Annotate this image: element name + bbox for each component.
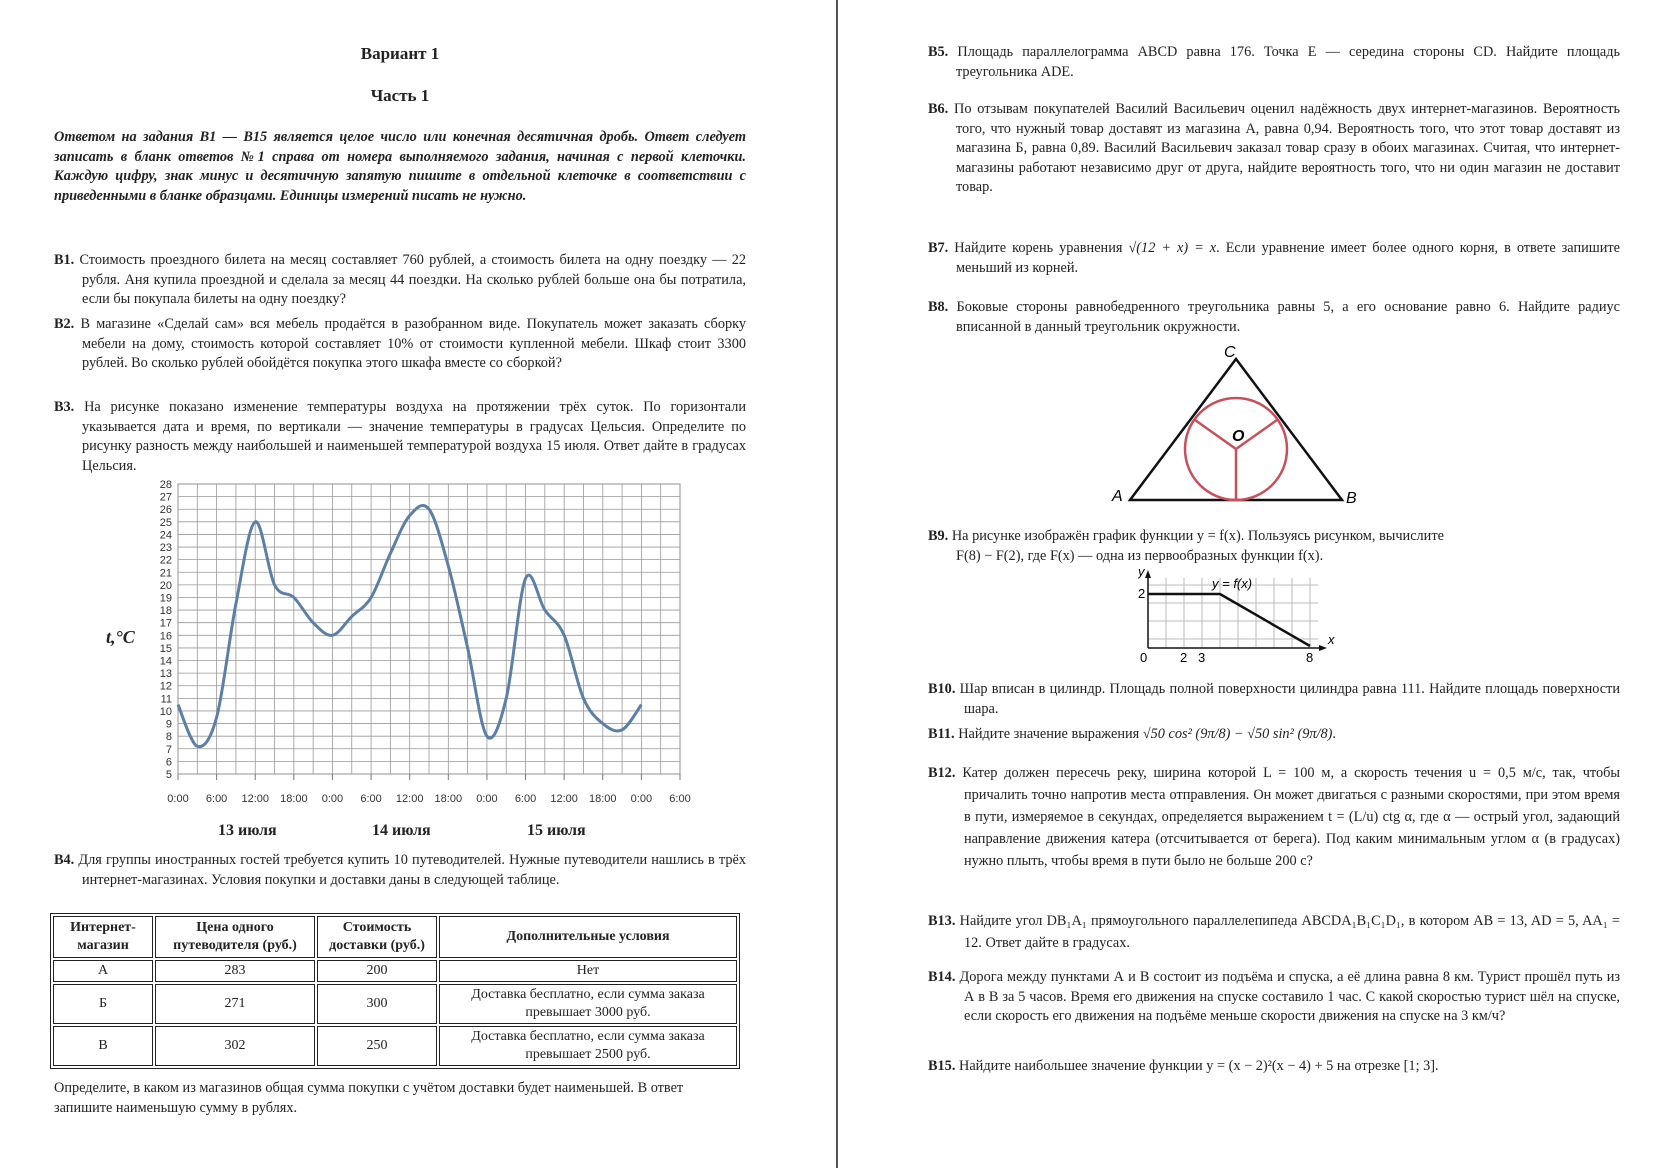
table-cell: 271 — [155, 984, 315, 1024]
table-header-cell: Цена одного путеводителя (руб.) — [155, 916, 315, 958]
table-cell: Б — [53, 984, 153, 1024]
task-b8 — [928, 298, 1620, 337]
chart-x-tick-label: 0:00 — [321, 793, 344, 805]
table-row — [53, 1026, 737, 1066]
chart-x-tick-label: 18:00 — [434, 793, 463, 805]
chart-x-tick-label: 12:00 — [550, 793, 578, 805]
task-b12 — [928, 762, 1620, 872]
label-b: B — [1346, 490, 1357, 507]
task-number: B10. — [928, 681, 956, 697]
task-b9 — [928, 527, 1620, 566]
chart-x-tick-label: 6:00 — [669, 793, 691, 805]
chart-y-tick-label: 17 — [159, 617, 172, 630]
chart-y-tick-label: 10 — [159, 705, 172, 718]
chart-y-tick-label: 18 — [159, 605, 172, 618]
task-b10 — [928, 680, 1620, 719]
task-number: B14. — [928, 969, 956, 985]
chart-y-tick-label: 25 — [159, 516, 172, 529]
b9-fn-label: y = f(x) — [1212, 576, 1253, 591]
task-b4 — [54, 851, 746, 890]
chart-y-tick-label: 6 — [165, 756, 172, 769]
task-text: Стоимость проездного билета на месяц составляет 760 рублей, а стоимость билета на одну поездку — 22 рубля. Аня купила проездной и сделала за месяц 44 поездки. На сколько рублей больше она бы потратила, если бы покупала билеты на одну поездку? — [79, 252, 746, 308]
task-text: Боковые стороны равнобедренного треугольника равны 5, а его основание равно 6. Найдите радиус вписанной в данный треугольник окружности. — [956, 299, 1621, 335]
chart-x-tick-label: 18:00 — [589, 793, 617, 805]
label-o: O — [1232, 428, 1245, 445]
table-cell: 300 — [317, 984, 437, 1024]
chart-x-tick-label: 6:00 — [514, 793, 537, 805]
table-cell: 302 — [155, 1026, 315, 1066]
task-text: По отзывам покупателей Василий Васильевич оценил надёжность двух интернет-магазинов. Вероятность того, что нужный товар доставят из магазина А, равна 0,94. Вероятность того, что этот товар доставят из магазина Б, равна 0,89. Василий Васильевич заказал товар сразу в обоих магазинах. Считая, что интернет-магазины работают независимо друг от друга, найдите вероятность того, что ни один магазин не доставит товар. — [954, 101, 1621, 196]
task-text: На рисунке показано изменение температуры воздуха на протяжении трёх суток. По горизонтали указывается дата и время, по вертикали — значение температуры в градусах Цельсия. Определите по рисунку разность между наибольшей и наименьшей температурой воздуха 15 июля. Ответ дайте в градусах Цельсия. — [82, 399, 746, 474]
chart-y-tick-label: 23 — [159, 542, 172, 555]
task-b14 — [928, 968, 1620, 1027]
chart-x-tick-label: 12:00 — [241, 793, 269, 805]
radius-line — [1195, 420, 1236, 449]
b9-function-graph — [1138, 568, 1338, 664]
b9-x-tick: 3 — [1198, 650, 1206, 664]
task-number: B5. — [928, 44, 949, 60]
part-title: Часть 1 — [370, 86, 430, 105]
task-text: Найдите угол DB₁A₁ прямоугольного параллелепипеда ABCDA₁B₁C₁D₁, в котором AB = 13, AD = 5, AA₁ = 12. Ответ дайте в градусах. — [959, 913, 1620, 951]
b9-y-arrow — [1145, 570, 1151, 578]
task-text: Дорога между пунктами А и В состоит из подъёма и спуска, а её длина равна 8 км. Турист прошёл путь из А в В за 5 часов. Время его движения на спуске составило 1 час. С какой скоростью турист шёл на спуске, если скорость его движения на подъёме меньше скорости движения на спуске на 3 км/ч? — [959, 969, 1620, 1025]
b9-y-label: y — [1138, 568, 1145, 579]
chart-y-tick-label: 19 — [159, 592, 172, 605]
table-header-cell: Стоимость доставки (руб.) — [317, 916, 437, 958]
chart-y-tick-label: 12 — [159, 680, 172, 693]
task-text: Шар вписан в цилиндр. Площадь полной поверхности цилиндра равна 111. Найдите площадь поверхности шара. — [959, 681, 1620, 717]
left-page — [0, 0, 836, 1168]
chart-x-tick-label: 0:00 — [167, 793, 189, 805]
label-a: A — [1112, 488, 1123, 505]
chart-y-tick-label: 28 — [159, 479, 172, 491]
task-number: B1. — [54, 252, 75, 268]
chart-y-tick-label: 27 — [159, 491, 172, 504]
chart-y-tick-label: 20 — [159, 579, 172, 592]
chart-y-tick-label: 8 — [165, 731, 172, 744]
task-b5 — [928, 43, 1620, 82]
chart-y-tick-label: 7 — [165, 743, 172, 756]
date-label-13: 13 июля — [218, 822, 277, 839]
task-b6 — [928, 100, 1620, 198]
table-header-cell: Интернет-магазин — [53, 916, 153, 958]
table-header-cell: Дополнительные условия — [439, 916, 737, 958]
b9-origin: 0 — [1140, 650, 1148, 664]
formula: √(12 + x) = x — [1128, 240, 1217, 256]
task-number: B12. — [928, 765, 956, 781]
task-b3 — [54, 398, 746, 476]
b9-x-arrow — [1319, 645, 1327, 651]
task-b13 — [928, 910, 1620, 954]
table-cell: 250 — [317, 1026, 437, 1066]
chart-y-tick-label: 26 — [159, 504, 172, 517]
chart-y-tick-label: 22 — [159, 554, 172, 567]
b9-x-label: x — [1328, 632, 1335, 647]
chart-y-tick-label: 24 — [159, 529, 172, 542]
table-cell: Нет — [439, 960, 737, 982]
b9-y-tick: 2 — [1138, 586, 1146, 601]
chart-y-tick-label: 11 — [160, 693, 172, 706]
task-number: B9. — [928, 528, 949, 544]
table-cell: А — [53, 960, 153, 982]
task-number: B6. — [928, 101, 949, 117]
temperature-chart — [140, 478, 700, 818]
table-cell: 283 — [155, 960, 315, 982]
chart-y-tick-label: 14 — [159, 655, 172, 668]
chart-y-tick-label: 13 — [159, 668, 172, 681]
chart-x-tick-label: 12:00 — [395, 793, 424, 805]
b9-x-tick: 2 — [1180, 650, 1188, 664]
chart-x-tick-label: 0:00 — [476, 793, 498, 805]
table-row — [53, 960, 737, 982]
task-number: B11. — [928, 726, 955, 742]
table-row — [53, 984, 737, 1024]
table-cell: Доставка бесплатно, если сумма заказа превышает 3000 руб. — [439, 984, 737, 1024]
task-text: F(8) − F(2), где F(x) — одна из первообразных функции f(x). — [956, 547, 1324, 564]
table-cell: 200 — [317, 960, 437, 982]
date-label-15: 15 июля — [527, 822, 586, 839]
task-text: Катер должен пересечь реку, ширина которой L = 100 м, а скорость течения u = 0,5 м/с, так, чтобы причалить точно напротив места отправления. Он может двигаться с разными скоростями, при этом время в пути, измеряемое в секундах, определяется выражением t = (L/u) ctg α, где α — острый угол, задающий направление движения катера (отсчитывается от берега). Под каким минимальным углом α (в градусах) нужно плыть, чтобы время в пути было не больше 200 с? — [962, 765, 1621, 869]
task-b15 — [928, 1057, 1620, 1077]
task-text: На рисунке изображён график функции y = f(x). Пользуясь рисунком, вычислите — [951, 528, 1444, 544]
chart-y-tick-label: 16 — [159, 630, 172, 643]
chart-x-tick-label: 6:00 — [205, 793, 228, 805]
chart-x-tick-label: 0:00 — [630, 793, 653, 805]
chart-y-tick-label: 5 — [165, 769, 172, 781]
task-number: B3. — [54, 399, 75, 415]
task-text: Найдите наибольшее значение функции y = (x − 2)²(x − 4) + 5 на отрезке [1; 3]. — [959, 1058, 1439, 1074]
chart-x-tick-label: 18:00 — [280, 793, 308, 805]
task-text: . Если уравнение имеет более одного корня, в ответе запишите меньший из корней. — [956, 240, 1621, 276]
triangle-figure — [1108, 345, 1368, 515]
label-c: C — [1224, 345, 1236, 361]
task-text: Для группы иностранных гостей требуется купить 10 путеводителей. Нужные путеводители нашлись в трёх интернет-магазинах. Условия покупки и доставки даны в следующей таблице. — [78, 852, 746, 888]
b4-question: Определите, в каком из магазинов общая сумма покупки с учётом доставки будет наименьшей. В ответ запишите наименьшую сумму в рублях. — [54, 1080, 684, 1116]
task-text: Найдите значение выражения — [958, 726, 1140, 742]
task-text: Площадь параллелограмма ABCD равна 176. Точка E — середина стороны CD. Найдите площадь треугольника ADE. — [956, 44, 1621, 80]
task-b7 — [928, 239, 1620, 278]
right-page — [838, 0, 1675, 1168]
b9-function-line — [1148, 594, 1310, 646]
chart-x-tick-label: 6:00 — [360, 793, 382, 805]
table-cell: В — [53, 1026, 153, 1066]
chart-y-tick-label: 9 — [165, 718, 172, 731]
formula: √50 cos² (9π/8) − √50 sin² (9π/8) — [1142, 726, 1333, 742]
task-number: B7. — [928, 240, 949, 256]
shops-table — [50, 913, 740, 1069]
table-header-row — [53, 916, 737, 958]
task-text: В магазине «Сделай сам» вся мебель продаётся в разобранном виде. Покупатель может заказать сборку мебели на дому, стоимость которой составляет 10% от стоимости купленной мебели. Шкаф стоит 3300 рублей. Во сколько рублей обойдётся покупка этого шкафа вместе со сборкой? — [80, 316, 747, 372]
task-number: B4. — [54, 852, 75, 868]
b9-x-tick: 8 — [1306, 650, 1314, 664]
task-b2 — [54, 315, 746, 374]
task-number: B15. — [928, 1058, 956, 1074]
chart-y-tick-label: 15 — [159, 642, 172, 655]
task-text: . — [1332, 726, 1336, 742]
task-number: B13. — [928, 913, 956, 929]
chart-y-tick-label: 21 — [159, 567, 172, 580]
date-label-14: 14 июля — [372, 822, 431, 839]
task-number: B8. — [928, 299, 949, 315]
variant-title: Вариант 1 — [360, 44, 440, 63]
task-number: B2. — [54, 316, 75, 332]
task-b11 — [928, 725, 1620, 745]
instructions: Ответом на задания B1 — B15 является целое число или конечная десятичная дробь. Ответ следует записать в бланк ответов №1 справа от номера выполняемого задания, начиная с первой клеточки. Каждую цифру, знак минус и десятичную запятую пишите в отдельной клеточке в соответствии с приведенными в бланке образцами. Единицы измерений писать не нужно. — [54, 129, 746, 204]
task-b1 — [54, 251, 746, 310]
chart-y-axis-label: t,°C — [106, 627, 135, 647]
task-text: Найдите корень уравнения — [954, 240, 1123, 256]
table-cell: Доставка бесплатно, если сумма заказа превышает 2500 руб. — [439, 1026, 737, 1066]
